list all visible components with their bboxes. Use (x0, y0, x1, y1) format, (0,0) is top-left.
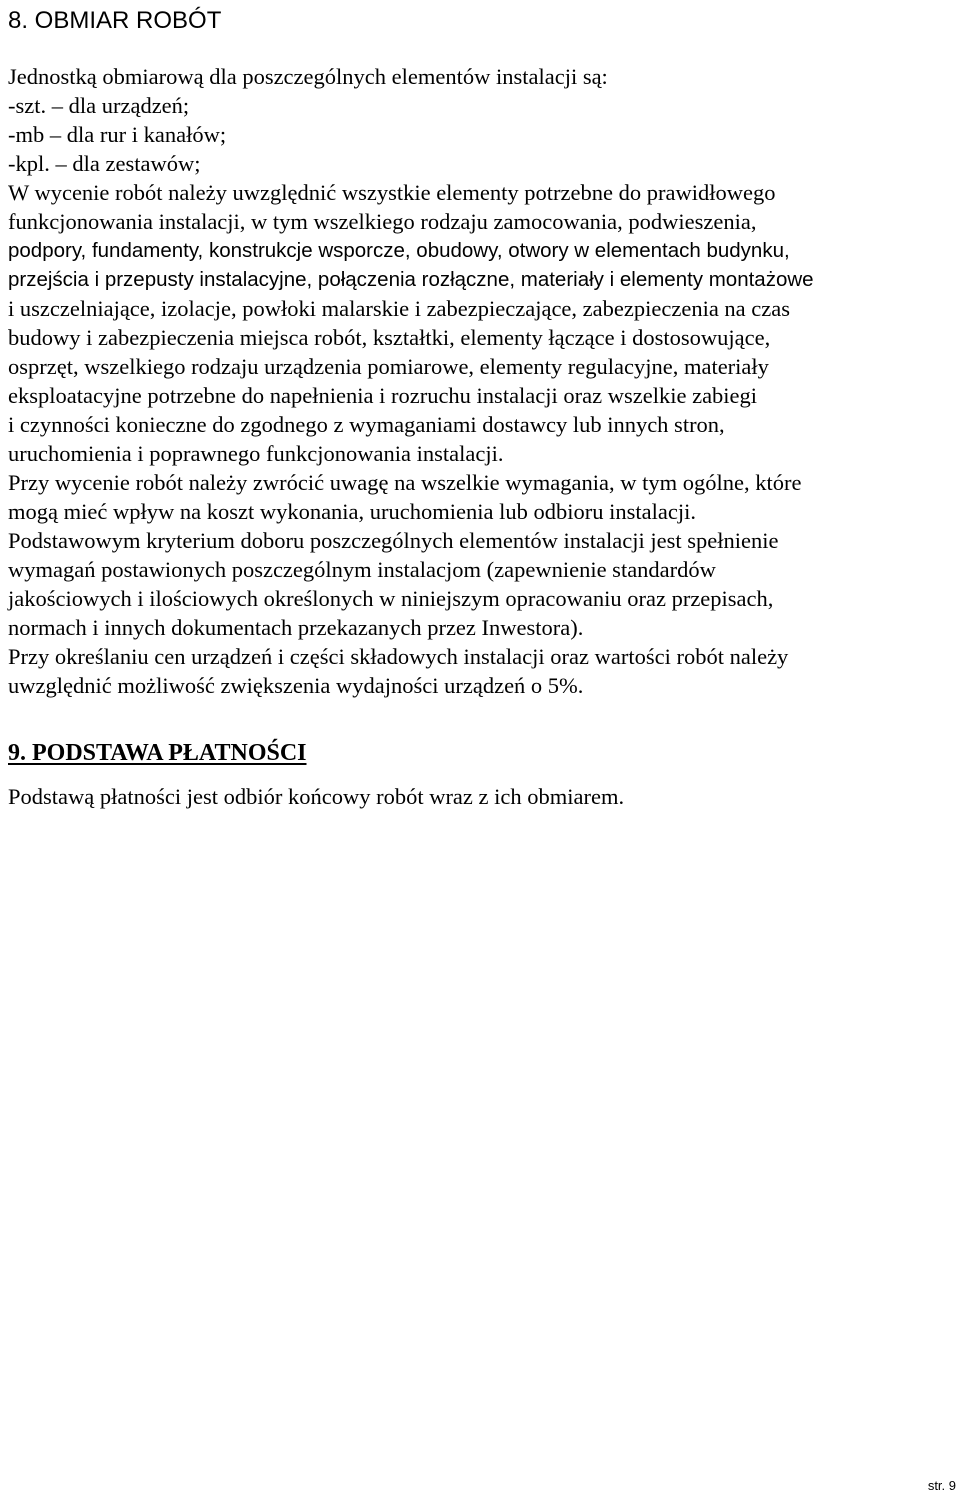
paragraph-line: podpory, fundamenty, konstrukcje wsporcze, obudowy, otwory w elementach budynku, (8, 239, 790, 262)
paragraph-line: -mb – dla rur i kanałów; (8, 122, 227, 147)
paragraph-line: W wycenie robót należy uwzględnić wszystkie elementy potrzebne do prawidłowego (8, 180, 776, 205)
paragraph-line: uruchomienia i poprawnego funkcjonowania instalacji. (8, 441, 504, 466)
paragraph-line: przejścia i przepusty instalacyjne, połączenia rozłączne, materiały i elementy montażowe (8, 268, 814, 291)
paragraph-line: i czynności konieczne do zgodnego z wymaganiami dostawcy lub innych stron, (8, 412, 725, 437)
paragraph-line: i uszczelniające, izolacje, powłoki malarskie i zabezpieczające, zabezpieczenia na czas (8, 296, 791, 321)
page-number: str. 9 (927, 1478, 956, 1493)
paragraph-line: -kpl. – dla zestawów; (8, 151, 201, 176)
paragraph-line: normach i innych dokumentach przekazanych przez Inwestora). (8, 615, 584, 640)
section-8-heading: 8. OBMIAR ROBÓT (8, 7, 222, 34)
paragraph-line: eksploatacyjne potrzebne do napełnienia i rozruchu instalacji oraz wszelkie zabiegi (8, 383, 758, 408)
paragraph-line: Jednostką obmiarową dla poszczególnych elementów instalacji są: (8, 64, 608, 89)
paragraph-line: Przy wycenie robót należy zwrócić uwagę na wszelkie wymagania, w tym ogólne, które (8, 470, 802, 495)
paragraph-line: Przy określaniu cen urządzeń i części składowych instalacji oraz wartości robót należy (8, 644, 789, 669)
section-9-heading: 9. PODSTAWA PŁATNOŚCI (8, 740, 307, 766)
paragraph-line: uwzględnić możliwość zwiększenia wydajności urządzeń o 5%. (8, 673, 584, 698)
payment-basis-text: Podstawą płatności jest odbiór końcowy robót wraz z ich obmiarem. (8, 784, 625, 809)
paragraph-line: funkcjonowania instalacji, w tym wszelkiego rodzaju zamocowania, podwieszenia, (8, 209, 757, 234)
paragraph-line: wymagań postawionych poszczególnym instalacjom (zapewnienie standardów (8, 557, 716, 582)
paragraph-line: mogą mieć wpływ na koszt wykonania, uruchomienia lub odbioru instalacji. (8, 499, 696, 524)
paragraph-line: Podstawowym kryterium doboru poszczególnych elementów instalacji jest spełnienie (8, 528, 779, 553)
paragraph-line: budowy i zabezpieczenia miejsca robót, kształtki, elementy łączące i dostosowujące, (8, 325, 771, 350)
paragraph-line: osprzęt, wszelkiego rodzaju urządzenia pomiarowe, elementy regulacyjne, materiały (8, 354, 769, 379)
paragraph-line: -szt. – dla urządzeń; (8, 93, 190, 118)
paragraph-line: jakościowych i ilościowych określonych w niniejszym opracowaniu oraz przepisach, (8, 586, 774, 611)
